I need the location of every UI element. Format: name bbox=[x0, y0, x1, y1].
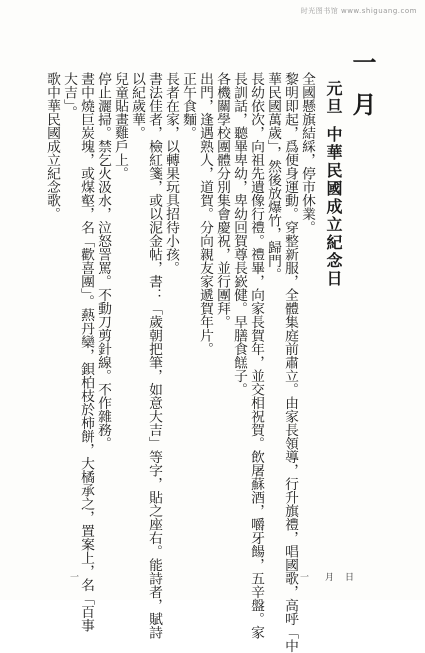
month-title: 一月 bbox=[348, 50, 377, 134]
footer-third: 日 bbox=[345, 573, 355, 583]
body-column: 以紀歲華。 bbox=[129, 72, 145, 140]
body-column: 出門，逢遇熟人，道賀。分向親友家遞賀年片。 bbox=[197, 72, 213, 356]
heading-prefix: 元旦 bbox=[324, 80, 343, 116]
body-column: 長幼依次，向祖先遺像行禮。禮畢，向家長賀年，並交相祝賀。飲屠蘇酒，嚼牙餳，五辛盤。家 bbox=[248, 72, 264, 639]
body-column: 書法佳者，檢紅箋，或以泥金帖，書：「歲朝把筆，如意大吉」等字，貼之座右。能詩者，賦詩 bbox=[146, 72, 162, 639]
body-column: 正午食麵。 bbox=[180, 72, 196, 140]
section-heading bbox=[322, 80, 345, 288]
footer-right: 月 bbox=[325, 573, 335, 583]
body-column: 各機關學校團體分別集會慶祝，並行團拜。 bbox=[214, 72, 230, 329]
body-column: 歌中華民國成立紀念歌。 bbox=[44, 72, 60, 221]
body-column: 停止灑掃。禁乞火汲水，泣怒詈罵。不動刀剪針線。不作雜務。 bbox=[95, 72, 111, 450]
footer-page: 一 bbox=[70, 573, 80, 583]
body-column: 華民國萬歲」，然後放爆竹，歸門。 bbox=[265, 72, 281, 282]
footer-left: 一 bbox=[300, 573, 310, 583]
body-column: 兒童貼畫雞戶上。 bbox=[112, 72, 128, 180]
body-column: 全國懸旗結綵，停市休業。 bbox=[299, 72, 315, 234]
body-column: 長者在家，以轉果玩具招待小孩。 bbox=[163, 72, 179, 275]
body-column: 晝中燒巨炭塊，或煤壑，名「歡喜團」。爇丹欒，鋇柏枝於柿餅，大橘承之，置案上，名「百事 bbox=[78, 72, 94, 633]
body-column: 長訓話，聽畢卑幼，卑幼回賀尊長嶔健。早膳食餻子。 bbox=[231, 72, 247, 396]
heading-main: 中華民國成立紀念日 bbox=[324, 126, 343, 288]
body-column: 大吉」。 bbox=[61, 72, 77, 120]
body-column: 黎明即起，爲便身運動。穿整新服，全體集庭前肅立。由家長領導，行升旗禮，唱國歌，高呼「中 bbox=[282, 72, 298, 653]
watermark: 时光图书馆 www.shiguang.com bbox=[300, 7, 417, 15]
